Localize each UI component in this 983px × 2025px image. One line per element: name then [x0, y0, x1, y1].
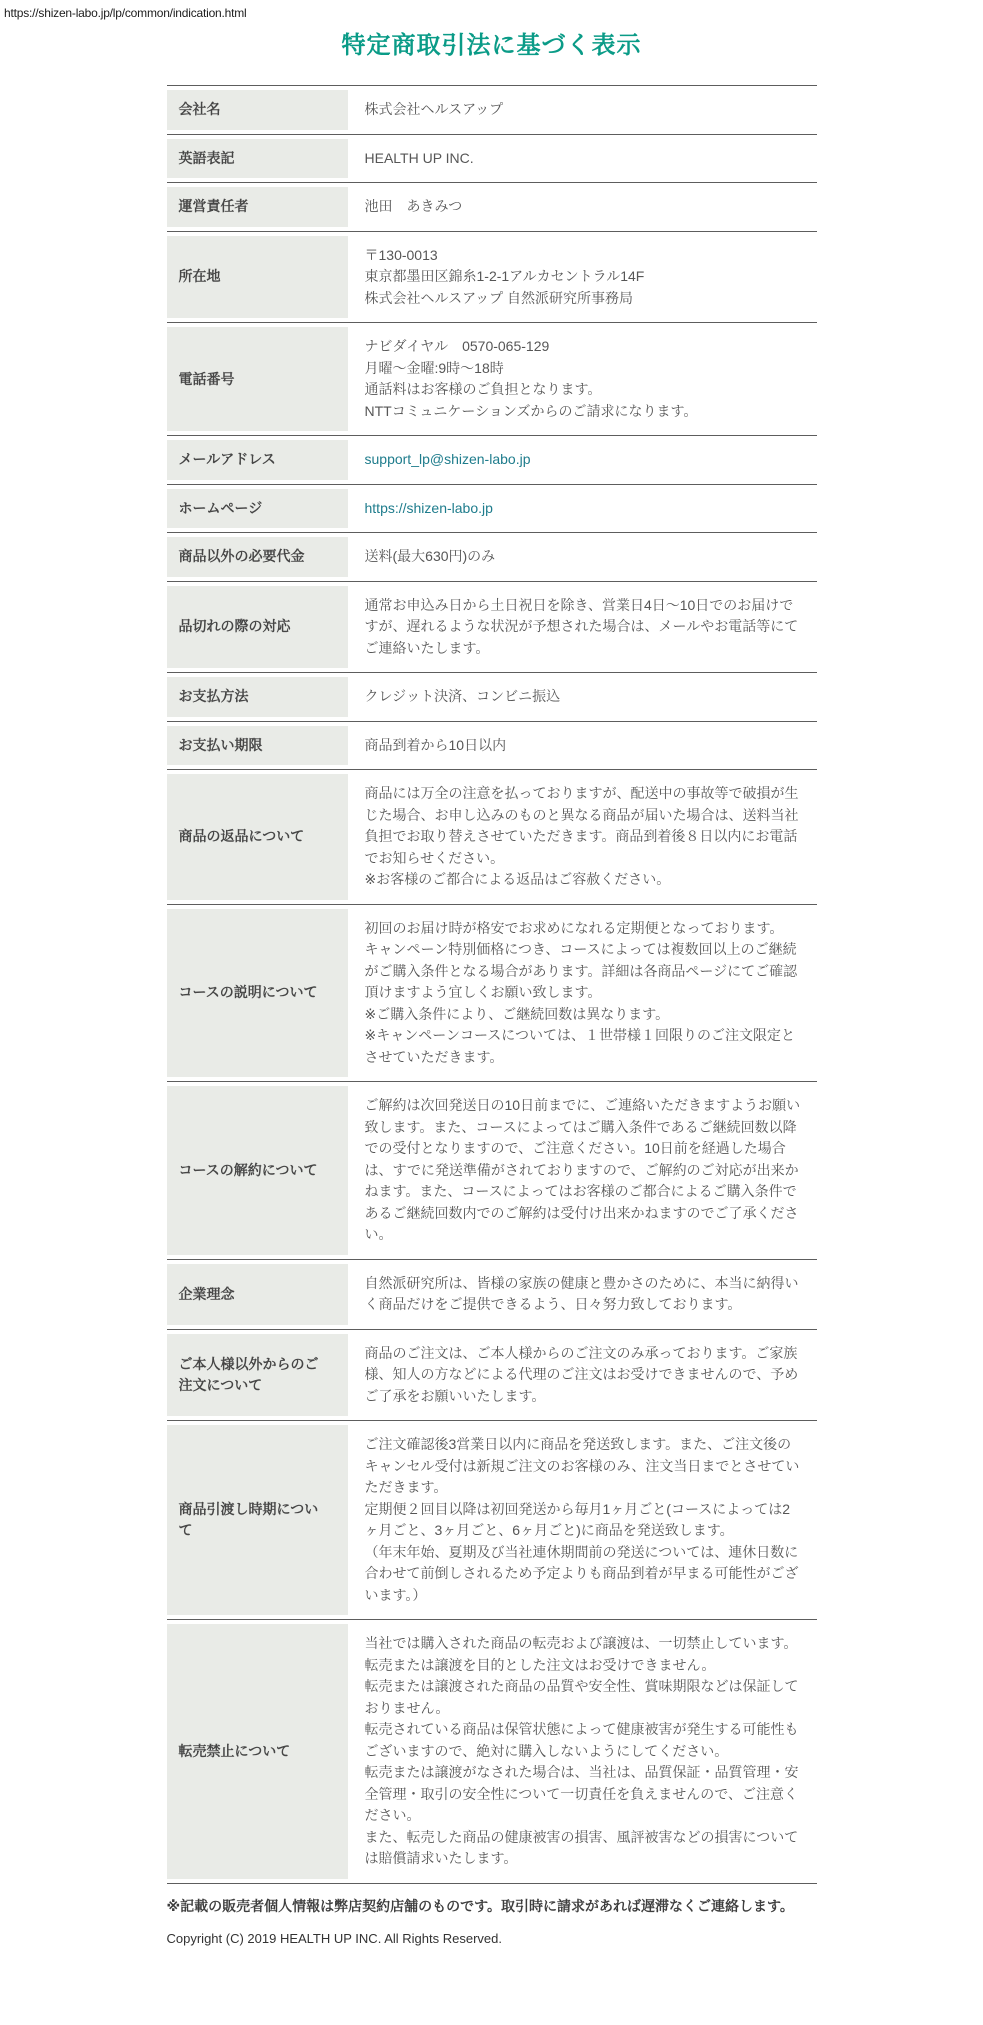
copyright: Copyright (C) 2019 HEALTH UP INC. All Rights Reserved. — [166, 1930, 502, 1946]
row-value-line: 東京都墨田区錦糸1-2-1アルカセントラル14F — [364, 268, 645, 284]
table-row-course-cancellation — [167, 1081, 817, 1259]
row-label-payment-deadline: お支払い期限 — [167, 726, 348, 766]
row-label-third-party-orders: ご本人様以外からのご注文について — [167, 1334, 348, 1417]
table-row-phone — [167, 322, 817, 435]
content-wrapper — [167, 32, 817, 1948]
row-value-line: ※お客様のご都合による返品はご容赦ください。 — [364, 871, 671, 887]
table-row-third-party-orders — [167, 1329, 817, 1421]
row-value-company-name — [348, 90, 817, 130]
row-label-company-name: 会社名 — [167, 90, 348, 130]
table-row-homepage — [167, 484, 817, 533]
table-row-payment-deadline — [167, 721, 817, 770]
page-url: https://shizen-labo.jp/lp/common/indication.html — [4, 6, 247, 20]
row-value-homepage — [348, 489, 817, 529]
row-value-line: ご解約は次回発送日の10日前までに、ご連絡いただきますようお願い致します。また、コースによってはご購入条件であるご継続回数以降での受付となりますので、ご注意ください。10日前を経過した場合は、すでに発送準備がされておりますので、ご解約のご対応が出来かねます。また、コースによってはお客様のご都合によるご購入条件であるご継続回数内でのご解約は受付け出来かねますのでご了承ください。 — [364, 1097, 801, 1242]
row-value-line: ※ご購入条件により、ご継続回数は異なります。 — [364, 1005, 670, 1022]
row-value-payment-deadline — [348, 726, 817, 766]
row-value-line: 〒130-0013 — [364, 246, 438, 263]
row-value-line: 通話料はお客様のご負担となります。 — [364, 381, 602, 397]
row-label-returns: 商品の返品について — [167, 774, 348, 900]
row-value-line: （年末年始、夏期及び当社連休期間前の発送については、連休日数に合わせて前倒しされるため予定よりも商品到着が早まる可能性がございます。） — [364, 1543, 799, 1603]
row-value-line: 自然派研究所は、皆様の家族の健康と豊かさのために、本当に納得いく商品だけをご提供できるよう、日々努力致しております。 — [364, 1274, 799, 1312]
table-row-extra-fees — [167, 532, 817, 581]
page-title: 特定商取引法に基づく表示 — [341, 32, 642, 59]
row-value-line: 月曜～金曜:9時～18時 — [364, 359, 504, 376]
row-value-resale-prohibition — [348, 1624, 817, 1879]
row-value-line: 株式会社ヘルスアップ 自然派研究所事務局 — [364, 289, 633, 306]
table-row-course-description — [167, 904, 817, 1082]
row-value-line: キャンペーン特別価格につき、コースによっては複数回以上のご継続がご購入条件となる場合があります。詳細は各商品ページにてご確認頂けますよう宜しくお願い致します。 — [364, 941, 798, 1000]
row-value-line: ご注文確認後3営業日以内に商品を発送致します。また、ご注文後のキャンセル受付は新規ご注文のお客様のみ、注文当日までとさせていただきます。 — [364, 1436, 800, 1495]
row-label-out-of-stock: 品切れの際の対応 — [167, 586, 348, 669]
table-row-out-of-stock — [167, 581, 817, 673]
row-value-line: 初回のお届け時が格安でお求めになれる定期便となっております。 — [364, 919, 784, 936]
table-row-email — [167, 435, 817, 484]
table-row-manager — [167, 182, 817, 231]
row-value-line: 商品には万全の注意を払っておりますが、配送中の事故等で破損が生じた場合、お申し込みのものと異なる商品が届いた場合は、送料当社負担でお取り替えさせていただきます。商品到着後８日以内にお電話でお知らせください。 — [364, 785, 799, 866]
row-value-line: ※キャンペーンコースについては、１世帯様１回限りのご注文限定とさせていただきます。 — [364, 1027, 795, 1065]
row-label-resale-prohibition: 転売禁止について — [167, 1624, 348, 1879]
row-value-returns — [348, 774, 817, 900]
row-label-manager: 運営責任者 — [167, 187, 348, 227]
row-label-corporate-philosophy: 企業理念 — [167, 1264, 348, 1325]
row-value-email — [348, 440, 817, 480]
table-row-address — [167, 231, 817, 323]
row-value-line: また、転売した商品の健康被害の損害、風評被害などの損害については賠償請求いたします。 — [364, 1828, 799, 1866]
table-row-corporate-philosophy — [167, 1259, 817, 1329]
row-value-line: ナビダイヤル 0570-065-129 — [364, 338, 550, 354]
row-value-line: 転売または譲渡がなされた場合は、当社は、品質保証・品質管理・安全管理・取引の安全性について一切責任を負えませんので、ご注意ください。 — [364, 1764, 799, 1823]
table-row-returns — [167, 769, 817, 904]
row-value-manager — [348, 187, 817, 227]
row-value-phone — [348, 327, 817, 431]
row-value-payment-method — [348, 677, 817, 717]
row-value-line: 通常お申込み日から土日祝日を除き、営業日4日～10日でのお届けですが、遅れるような状況が予想された場合は、メールやお電話等にてご連絡いたします。 — [364, 596, 799, 656]
row-label-english-name: 英語表記 — [167, 139, 348, 179]
row-value-out-of-stock — [348, 586, 817, 669]
row-value-course-cancellation — [348, 1086, 817, 1255]
disclosure-table — [167, 85, 817, 1884]
table-row-delivery-time — [167, 1420, 817, 1619]
table-row-english-name — [167, 134, 817, 183]
row-label-homepage: ホームページ — [167, 489, 348, 529]
row-value-address — [348, 236, 817, 319]
row-label-course-description: コースの説明について — [167, 909, 348, 1078]
row-label-course-cancellation: コースの解約について — [167, 1086, 348, 1255]
row-value-line: 池田 あきみつ — [364, 198, 463, 214]
row-value-corporate-philosophy — [348, 1264, 817, 1325]
row-value-line: クレジット決済、コンビニ振込 — [364, 688, 561, 704]
footer-note: ※記載の販売者個人情報は弊店契約店舗のものです。取引時に請求があれば遅滞なくご連絡します。 — [166, 1897, 794, 1914]
row-value-line: 商品のご注文は、ご本人様からのご注文のみ承っております。ご家族様、知人の方などによる代理のご注文はお受けできませんので、予めご了承をお願いいたします。 — [364, 1344, 799, 1404]
row-value-line: HEALTH UP INC. — [364, 149, 474, 166]
row-label-email: メールアドレス — [167, 440, 348, 480]
email-link[interactable]: support_lp@shizen-labo.jp — [364, 451, 531, 467]
row-value-line: 株式会社ヘルスアップ — [364, 101, 504, 117]
row-label-phone: 電話番号 — [167, 327, 348, 431]
row-value-english-name — [348, 139, 817, 179]
row-value-line: 転売または譲渡された商品の品質や安全性、賞味期限などは保証しておりません。 — [364, 1678, 799, 1716]
row-value-line: 当社では購入された商品の転売および譲渡は、一切禁止しています。 — [364, 1635, 798, 1651]
row-label-delivery-time: 商品引渡し時期について — [167, 1425, 348, 1615]
row-value-course-description — [348, 909, 817, 1078]
row-value-extra-fees — [348, 537, 817, 577]
row-value-line: NTTコミュニケーションズからのご請求になります。 — [364, 402, 698, 419]
row-value-line: 送料(最大630円)のみ — [364, 548, 496, 564]
row-label-extra-fees: 商品以外の必要代金 — [167, 537, 348, 577]
homepage-link[interactable]: https://shizen-labo.jp — [364, 499, 493, 516]
table-row-resale-prohibition — [167, 1619, 817, 1883]
table-row-company-name — [167, 85, 817, 134]
row-value-line: 商品到着から10日以内 — [364, 736, 507, 753]
row-value-third-party-orders — [348, 1334, 817, 1417]
row-label-payment-method: お支払方法 — [167, 677, 348, 717]
row-value-delivery-time — [348, 1425, 817, 1615]
row-value-line: 転売または譲渡を目的とした注文はお受けできません。 — [364, 1656, 716, 1673]
table-row-payment-method — [167, 672, 817, 721]
row-label-address: 所在地 — [167, 236, 348, 319]
row-value-line: 定期便２回目以降は初回発送から毎月1ヶ月ごと(コースによっては2ヶ月ごと、3ヶ月ごと、6ヶ月ごと)に商品を発送致します。 — [364, 1500, 791, 1538]
row-value-line: 転売されている商品は保管状態によって健康被害が発生する可能性もございますので、絶対に購入しないようにしてください。 — [364, 1721, 799, 1759]
